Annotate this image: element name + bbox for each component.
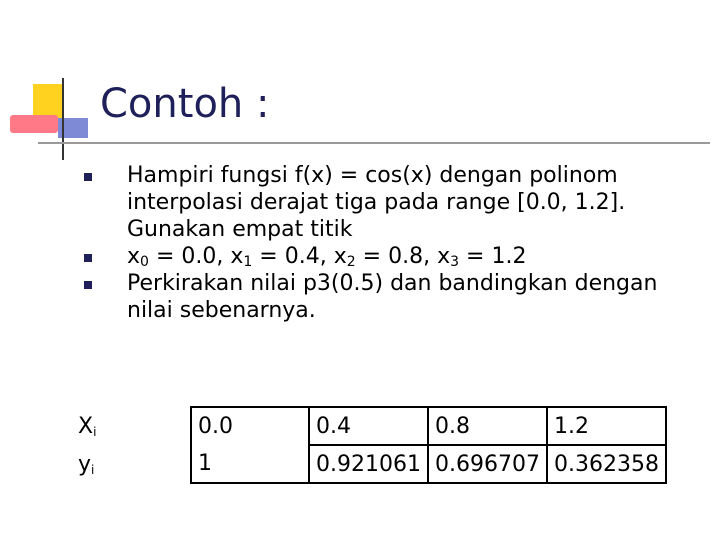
table-cell: 0.4 [309,407,428,445]
table-cell: 1.2 [547,407,666,445]
bullet-square-icon [84,254,92,262]
logo-yellow-square [33,84,63,118]
table-cell: 0.362358 [547,445,666,483]
bullet-text-2: $x_0 = 0.0$, $x_1 = 0.4$, $x_2 = 0.8$, $x_3 = 1.2$ [127,244,527,270]
slide-title: Contoh : [100,81,270,127]
bullet-square-icon [84,281,92,289]
bullet-text-1: Hampiri fungsi f(x) = cos(x) dengan polinom interpolasi derajat tiga pada range [0.0, 1.2]. Gunakan empat titik [127,163,626,242]
row-header-x: $X_i$ [78,413,97,439]
table-cell: 0.921061 [309,445,428,483]
bullet-item-2 [80,243,700,270]
decorative-logo-icon [0,0,110,170]
table-cell: 1 [191,445,309,483]
row-header-y: $y_i$ [78,451,95,477]
data-table [72,406,667,484]
bullet-item-3 [80,270,700,324]
table-row [72,445,666,483]
logo-red-square [10,115,58,133]
table-cell: 0.0 [191,407,309,445]
bullet-list [80,162,700,324]
bullet-item-1 [80,162,700,243]
table-cell: 0.8 [428,407,547,445]
logo-vertical-line [62,78,64,160]
bullet-square-icon [84,173,92,181]
title-underline [38,142,710,144]
table-cell: 0.696707 [428,445,547,483]
bullet-text-3: Perkirakan nilai p3(0.5) dan bandingkan dengan nilai sebenarnya. [127,271,658,323]
table-row [72,407,666,445]
